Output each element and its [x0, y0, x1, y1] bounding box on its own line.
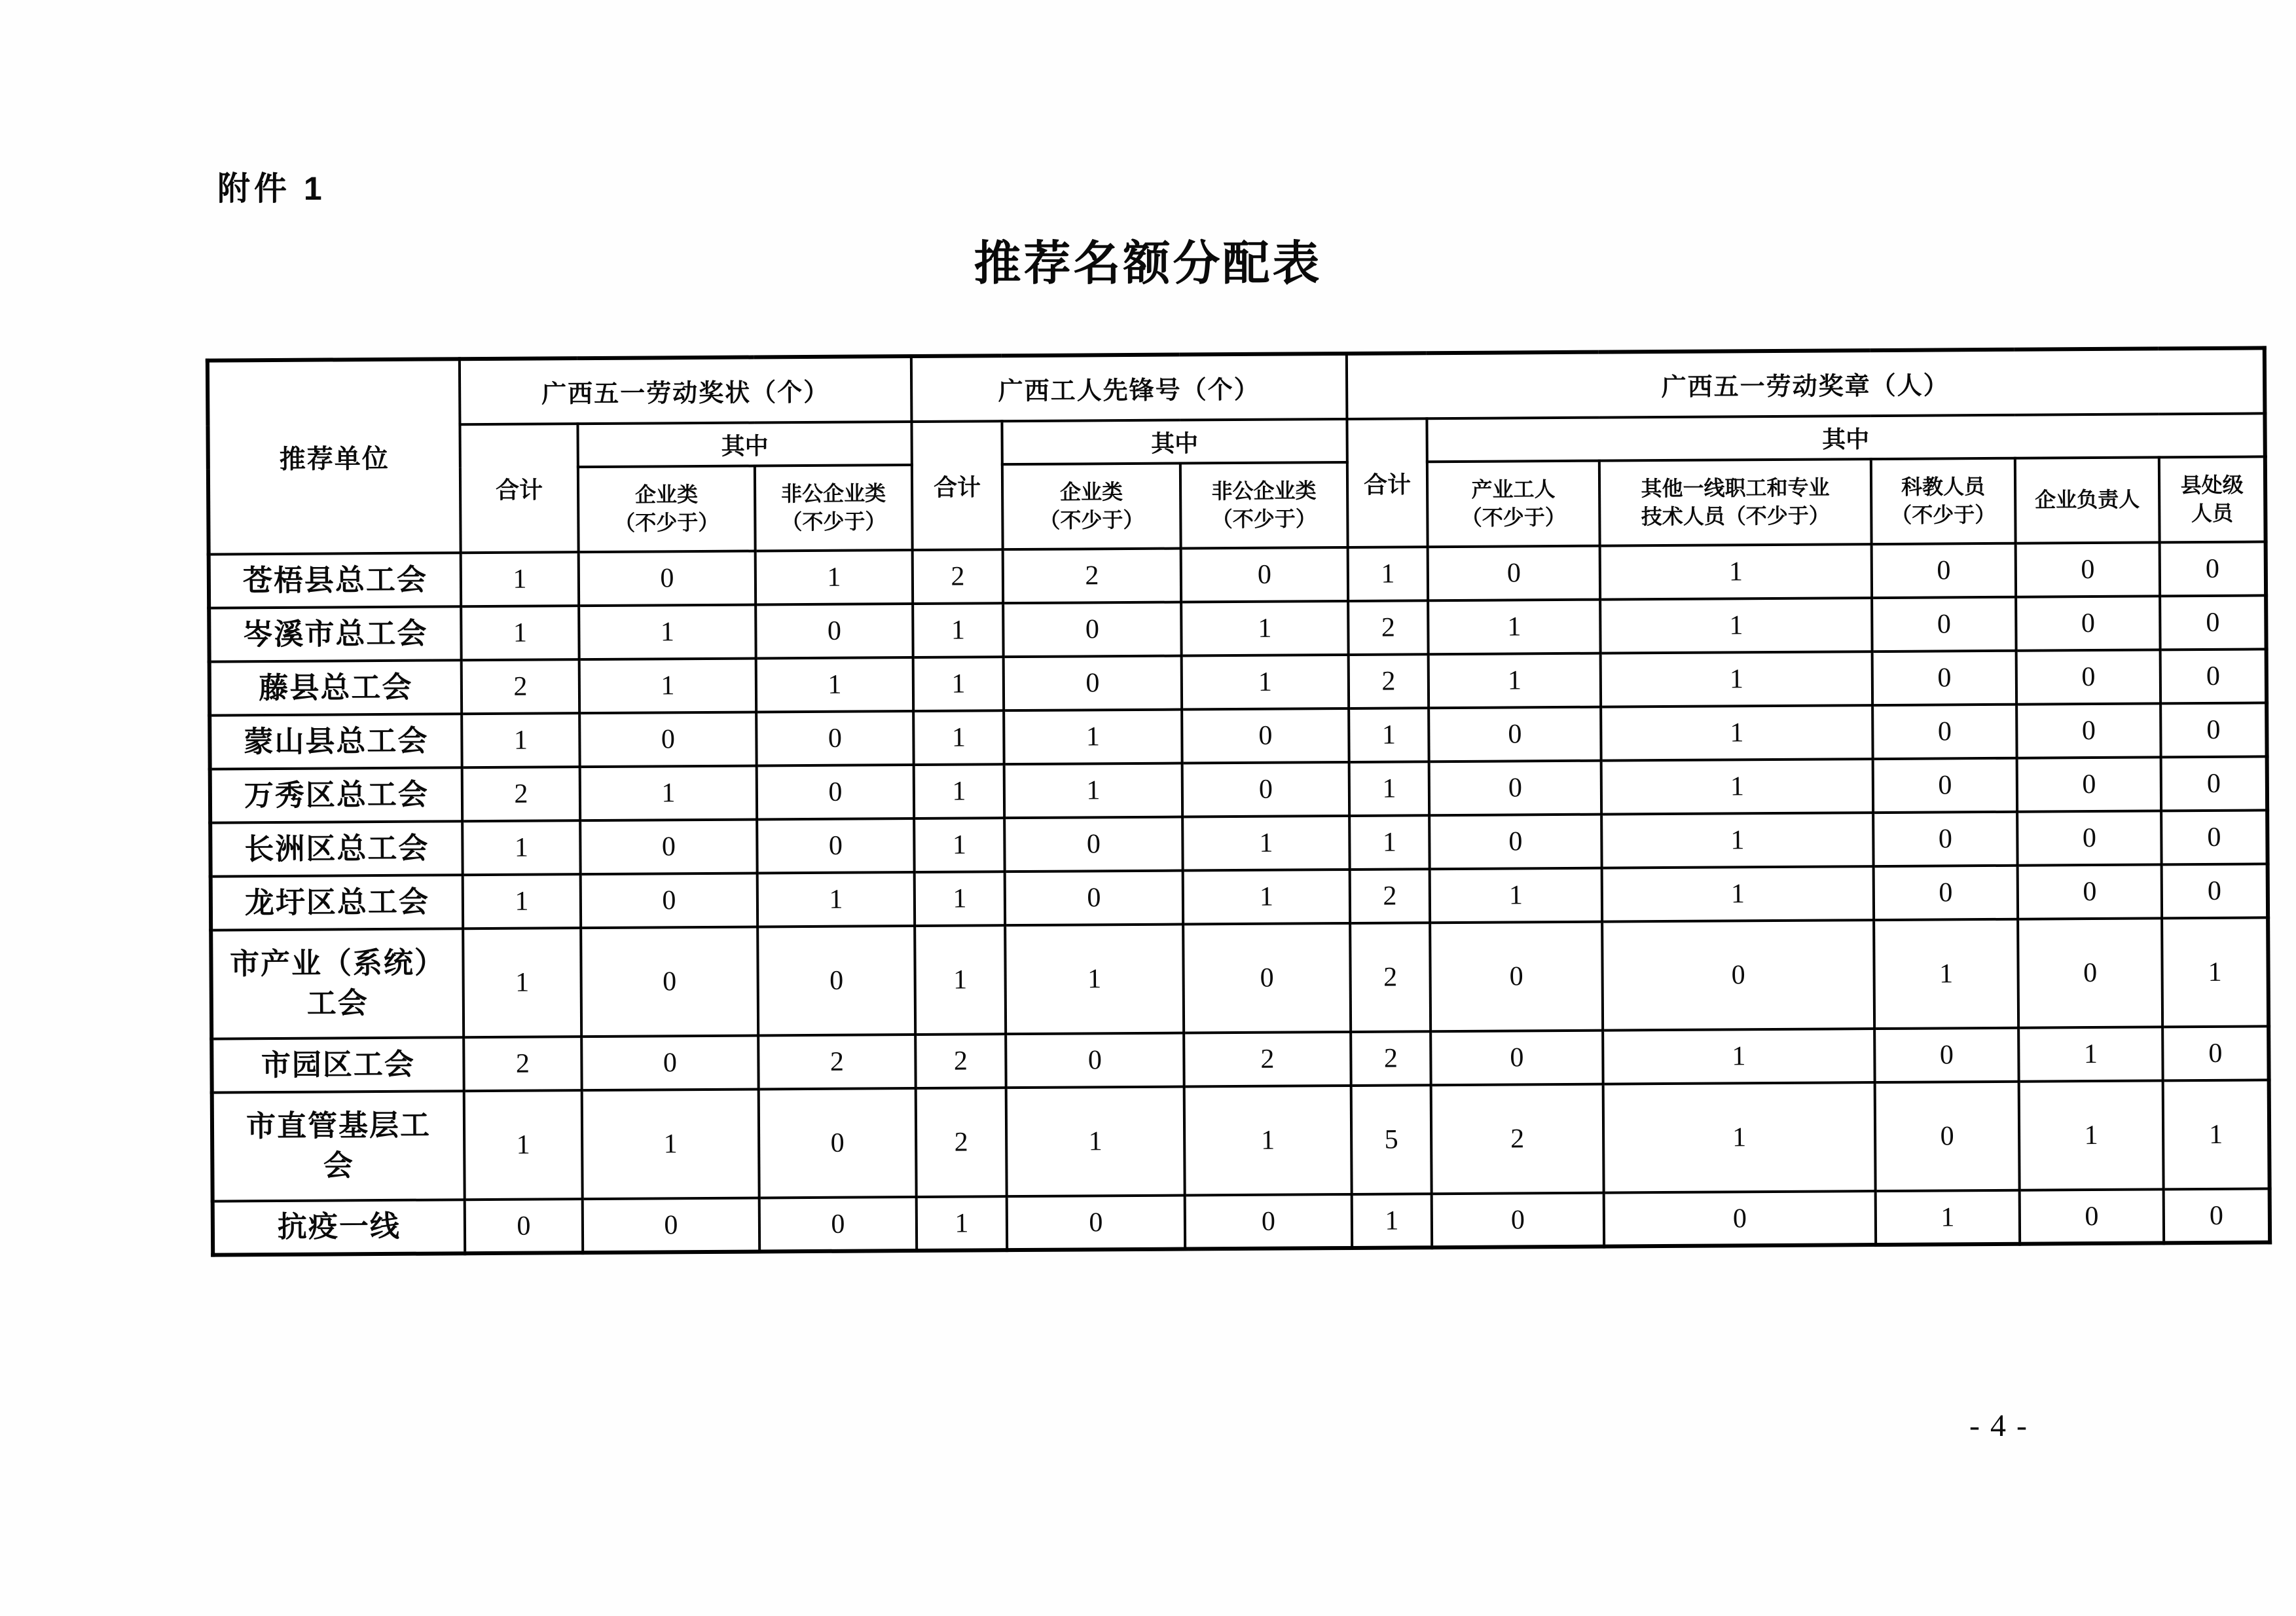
- value-cell: 0: [1875, 1082, 2020, 1191]
- value-cell: 1: [1600, 598, 1872, 653]
- value-cell: 1: [1602, 866, 1874, 922]
- header-among-certificate: 其中: [577, 422, 911, 467]
- value-cell: 0: [1429, 815, 1601, 870]
- table-header: [208, 348, 2266, 554]
- value-cell: 0: [1428, 546, 1600, 601]
- value-cell: 0: [1004, 817, 1182, 872]
- value-cell: 1: [1006, 1087, 1185, 1197]
- value-cell: 0: [1007, 1196, 1185, 1251]
- unit-cell: 万秀区总工会: [210, 767, 462, 822]
- value-cell: 0: [581, 927, 758, 1037]
- value-cell: 1: [1348, 547, 1428, 601]
- table-body: [209, 542, 2270, 1255]
- value-cell: 0: [2160, 595, 2267, 650]
- header-unit: 推荐单位: [208, 359, 461, 554]
- unit-cell: 市直管基层工 会: [212, 1091, 465, 1201]
- value-cell: 0: [1182, 762, 1349, 817]
- value-cell: 0: [1872, 651, 2016, 705]
- value-cell: 5: [1351, 1085, 1432, 1194]
- value-cell: 0: [757, 765, 915, 819]
- value-cell: 1: [464, 1090, 583, 1200]
- value-cell: 2: [1350, 869, 1430, 923]
- header-total-medal: 合计: [1347, 418, 1427, 547]
- value-cell: 0: [757, 926, 915, 1035]
- value-cell: 0: [1430, 922, 1603, 1032]
- unit-cell: 蒙山县总工会: [210, 714, 462, 769]
- value-cell: 1: [756, 550, 913, 604]
- value-cell: 2: [462, 767, 580, 821]
- value-cell: 1: [1601, 652, 1872, 707]
- value-cell: 0: [1430, 1031, 1603, 1086]
- value-cell: 2: [913, 549, 1003, 604]
- value-cell: 1: [462, 820, 580, 875]
- unit-cell: 藤县总工会: [210, 660, 462, 715]
- value-cell: 0: [2017, 757, 2161, 811]
- header-among-pioneer: 其中: [1002, 419, 1347, 464]
- allocation-table: [206, 346, 2272, 1257]
- value-cell: 1: [1429, 653, 1601, 708]
- value-cell: 1: [914, 764, 1004, 818]
- value-cell: 0: [759, 1088, 917, 1198]
- value-cell: 1: [2018, 1027, 2162, 1081]
- value-cell: 1: [756, 657, 914, 712]
- value-cell: 0: [2016, 542, 2160, 597]
- value-cell: 0: [759, 1197, 917, 1251]
- header-group-medal: 广西五一劳动奖章（人）: [1347, 348, 2265, 419]
- value-cell: 0: [2160, 542, 2267, 596]
- value-cell: 1: [1004, 763, 1182, 818]
- value-cell: 1: [1352, 1194, 1432, 1248]
- value-cell: 0: [2020, 1189, 2164, 1243]
- value-cell: 1: [582, 1089, 759, 1199]
- value-cell: 1: [463, 874, 581, 928]
- value-cell: 0: [1429, 761, 1601, 816]
- value-cell: 1: [1601, 813, 1873, 868]
- value-cell: 1: [579, 605, 756, 660]
- unit-cell: 龙圩区总工会: [211, 875, 463, 930]
- value-cell: 0: [1003, 602, 1181, 657]
- value-cell: 2: [1350, 923, 1430, 1032]
- value-cell: 1: [1428, 600, 1600, 655]
- value-cell: 2: [1348, 600, 1428, 655]
- value-cell: 1: [1601, 759, 1873, 815]
- value-cell: 2: [1351, 1031, 1430, 1086]
- allocation-table-wrapper: [206, 346, 2272, 1257]
- value-cell: 1: [1004, 710, 1182, 765]
- value-cell: 1: [579, 659, 756, 714]
- value-cell: 0: [2018, 864, 2162, 919]
- value-cell: 0: [2016, 703, 2160, 758]
- value-cell: 1: [1349, 762, 1429, 816]
- value-cell: 0: [465, 1199, 583, 1253]
- value-cell: 0: [579, 551, 756, 606]
- value-cell: 0: [1872, 597, 2016, 652]
- page-title: 推荐名额分配表: [974, 238, 1322, 290]
- value-cell: 1: [580, 765, 757, 820]
- value-cell: 1: [1349, 708, 1429, 762]
- value-cell: 0: [2018, 918, 2162, 1027]
- value-cell: 1: [1601, 705, 1872, 761]
- value-cell: 0: [2016, 596, 2160, 650]
- value-cell: 1: [1181, 601, 1348, 656]
- value-cell: 1: [2019, 1080, 2164, 1190]
- value-cell: 1: [1876, 1190, 2020, 1245]
- value-cell: 1: [914, 818, 1004, 872]
- value-cell: 0: [756, 604, 913, 658]
- value-cell: 0: [1185, 1194, 1352, 1249]
- value-cell: 2: [1431, 1084, 1604, 1194]
- unit-cell: 苍梧县总工会: [209, 553, 461, 608]
- value-cell: 0: [1182, 708, 1349, 763]
- value-cell: 1: [915, 872, 1005, 926]
- value-cell: 1: [1184, 1086, 1352, 1196]
- header-total-pioneer: 合计: [911, 421, 1002, 550]
- unit-cell: 市园区工会: [211, 1037, 464, 1092]
- value-cell: 2: [462, 659, 579, 714]
- value-cell: 2: [915, 1034, 1006, 1088]
- value-cell: 2: [1349, 654, 1429, 708]
- header-medal-enterprise-leader: 企业负责人: [2015, 457, 2160, 543]
- header-among-medal: 其中: [1427, 413, 2265, 462]
- value-cell: 0: [1432, 1193, 1604, 1248]
- header-medal-county-level: 县处级 人员: [2159, 456, 2266, 542]
- page-number: - 4 -: [1969, 1408, 2028, 1443]
- header-pioneer-nonpublic: 非公企业类 （不少于）: [1180, 462, 1348, 549]
- value-cell: 0: [579, 712, 756, 767]
- value-cell: 0: [2160, 649, 2267, 703]
- value-cell: 1: [1349, 815, 1429, 870]
- value-cell: 0: [1872, 543, 2016, 598]
- value-cell: 2: [464, 1037, 581, 1091]
- header-medal-industrial-workers: 产业工人 （不少于）: [1427, 461, 1600, 547]
- header-row-groups: [208, 348, 2265, 426]
- value-cell: 0: [1873, 812, 2017, 866]
- value-cell: 1: [1430, 868, 1602, 923]
- value-cell: 0: [580, 819, 757, 874]
- unit-cell: 岑溪市总工会: [209, 606, 461, 661]
- value-cell: 0: [581, 873, 757, 928]
- value-cell: 0: [1874, 866, 2018, 920]
- header-cert-enterprise: 企业类 （不少于）: [578, 466, 756, 553]
- value-cell: 0: [1872, 705, 2016, 759]
- value-cell: 0: [1004, 656, 1182, 711]
- header-medal-science-education: 科教人员 （不少于）: [1871, 458, 2016, 544]
- value-cell: 0: [2162, 864, 2269, 918]
- value-cell: 1: [757, 872, 915, 927]
- value-cell: 1: [1603, 1029, 1874, 1084]
- value-cell: 1: [1603, 1082, 1876, 1193]
- value-cell: 0: [583, 1198, 759, 1253]
- value-cell: 1: [915, 925, 1006, 1035]
- value-cell: 1: [1874, 919, 2018, 1029]
- header-cert-nonpublic: 非公企业类 （不少于）: [755, 465, 913, 551]
- value-cell: 1: [461, 606, 579, 660]
- table-row: [211, 917, 2269, 1038]
- value-cell: 2: [1184, 1032, 1351, 1087]
- value-cell: 1: [2162, 917, 2269, 1027]
- value-cell: 1: [461, 552, 579, 606]
- header-pioneer-enterprise: 企业类 （不少于）: [1002, 464, 1181, 550]
- value-cell: 1: [913, 603, 1003, 657]
- value-cell: 0: [2164, 1188, 2270, 1243]
- value-cell: 0: [1873, 758, 2017, 813]
- value-cell: 0: [2017, 811, 2161, 865]
- value-cell: 0: [1183, 923, 1351, 1033]
- value-cell: 0: [1604, 1191, 1876, 1247]
- value-cell: 1: [463, 928, 581, 1037]
- value-cell: 1: [917, 1196, 1007, 1251]
- value-cell: 1: [1600, 544, 1872, 600]
- attachment-label: 附件 1: [217, 170, 326, 207]
- value-cell: 2: [1003, 549, 1181, 604]
- value-cell: 0: [1005, 871, 1183, 926]
- value-cell: 0: [2161, 756, 2268, 811]
- value-cell: 1: [1182, 816, 1349, 871]
- header-total-certificate: 合计: [460, 424, 578, 553]
- value-cell: 1: [1182, 655, 1349, 710]
- value-cell: 0: [2162, 1026, 2269, 1080]
- value-cell: 0: [1874, 1028, 2018, 1082]
- unit-cell: 市产业（系统） 工会: [211, 928, 464, 1038]
- value-cell: 0: [2161, 810, 2268, 864]
- value-cell: 1: [913, 657, 1004, 711]
- value-cell: 0: [1181, 547, 1348, 602]
- value-cell: 0: [757, 818, 915, 873]
- value-cell: 0: [1602, 920, 1874, 1031]
- value-cell: 2: [916, 1088, 1007, 1197]
- unit-cell: 长洲区总工会: [210, 821, 462, 876]
- value-cell: 2: [758, 1035, 916, 1089]
- value-cell: 1: [462, 713, 579, 767]
- table-row: [212, 1080, 2270, 1201]
- header-group-pioneer: 广西工人先锋号（个）: [911, 354, 1347, 422]
- value-cell: 1: [913, 710, 1004, 765]
- value-cell: 0: [1006, 1033, 1184, 1088]
- value-cell: 0: [2160, 703, 2267, 757]
- value-cell: 0: [581, 1035, 758, 1090]
- value-cell: 0: [2016, 650, 2160, 704]
- header-medal-frontline-technical: 其他一线职工和专业 技术人员（不少于）: [1599, 459, 1872, 546]
- value-cell: 0: [756, 711, 914, 765]
- unit-cell: 抗疫一线: [213, 1200, 465, 1255]
- header-group-award-certificate: 广西五一劳动奖状（个）: [460, 356, 912, 424]
- value-cell: 1: [1183, 870, 1350, 925]
- value-cell: 1: [1005, 925, 1184, 1035]
- value-cell: 0: [1429, 707, 1601, 762]
- value-cell: 1: [2163, 1080, 2270, 1189]
